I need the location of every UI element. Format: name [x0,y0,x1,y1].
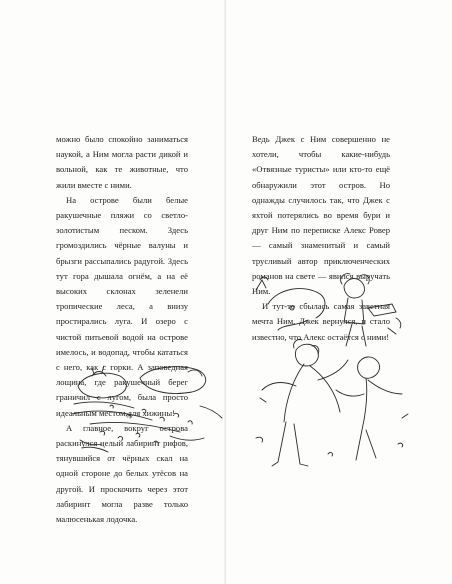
right-page [226,0,452,584]
paragraph: А главное, вокруг острова раскинулся целый лабиринт рифов, тянувшийся от чёрных скал на одной стороне до белых утёсов на другой. И проскочить через этот лабиринт могла разве только малюсенькая лодочка. [56,422,188,525]
characters-illustration [248,268,418,473]
paragraph: И тут-то сбылась самая заветная мечта Ним. Джек вернулся, и стало известно, что Алекс остаётся с ними! [252,301,390,342]
paragraph: Ведь Джек с Ним совершенно не хотели, чтобы какие-нибудь «Отвязные туристы» или кто-то ещё обнаружили этот остров. Но однажды случилось так, что Джек с яхтой потерялись во время бури и друг Ним по переписке Алекс Ровер — самый знаменитый и самый трусливый автор приключенческих романов на свете — явился выручать Ним. [252,134,390,297]
left-page-text [56,132,188,527]
paragraph: На острове были белые ракушечные пляжи со светло-золотистым песком. Здесь громоздились чёрные валуны и брызги рассыпались радугой. Здесь тут гора дышала огнём, а на её высоких склонах зеленели тропические леса, а внизу простирались луга. И озеро с чистой питьевой водой на острове имелось, и водопад, чтобы кататься с него, как с горки. А заповедная лощина, где ракушечный берег граничил с лугом, была просто идеальным местом для хижины! [56,194,188,418]
island-reef-illustration [70,356,230,456]
paragraph: можно было спокойно заниматься наукой, а Ним могла расти дикой и вольной, как те животные, что жили вместе с ними. [56,134,188,190]
